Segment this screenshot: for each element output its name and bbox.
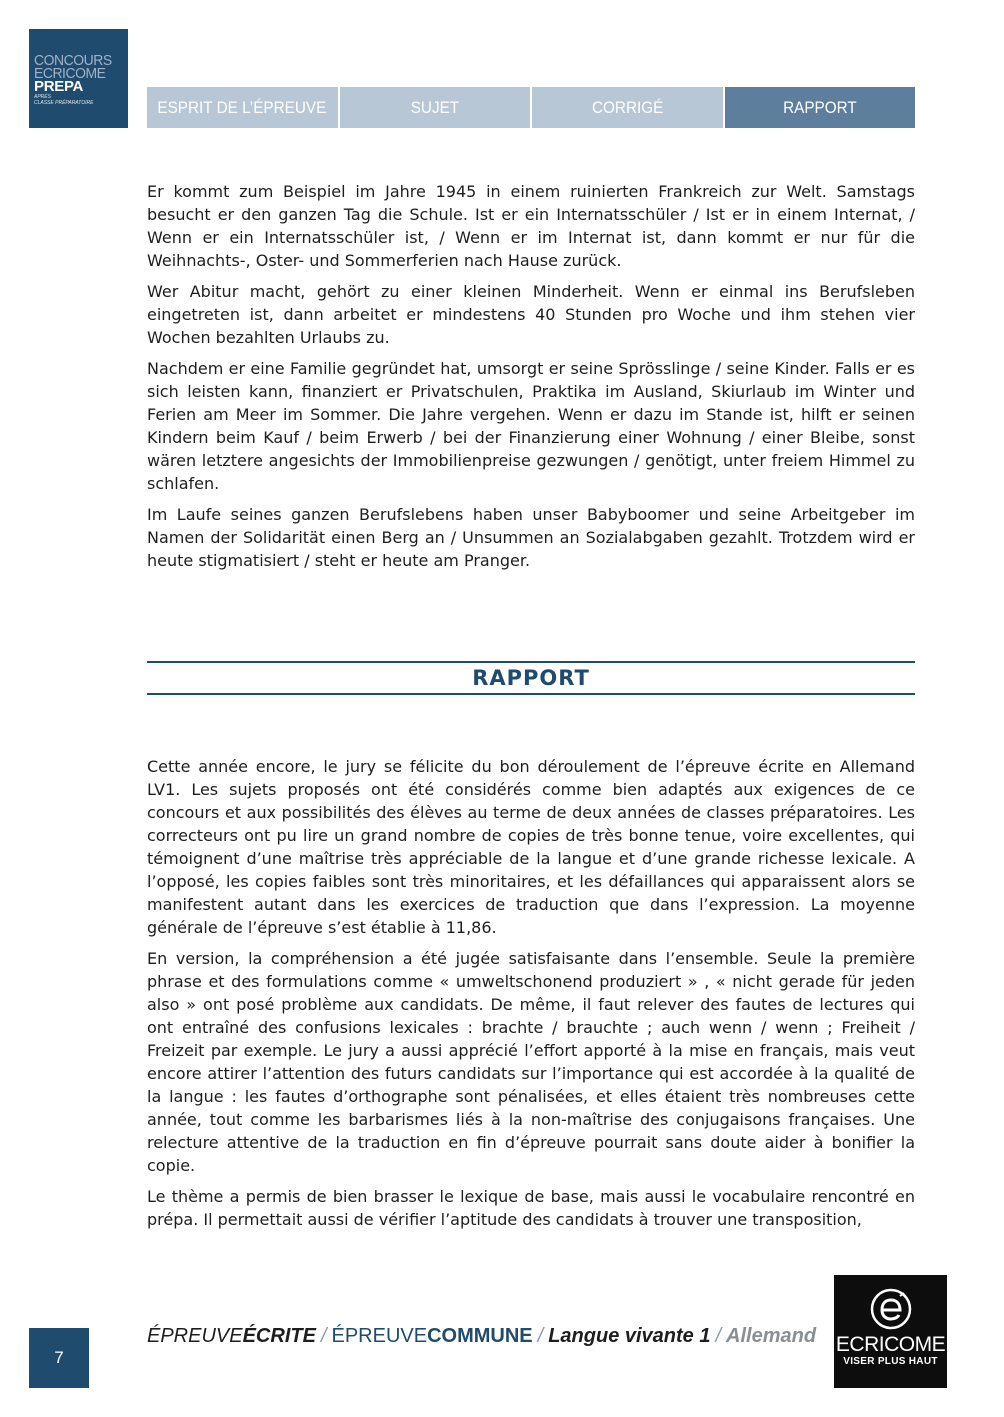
logo-line-prepa: PREPA [34, 78, 84, 95]
tab-label: ESPRIT DE L’ÉPREUVE [157, 97, 327, 117]
ecricome-logo [834, 1275, 947, 1388]
logo-line-apres: APRÈS [34, 94, 51, 100]
paragraph: Cette année encore, le jury se félicite du bon déroulement de l’épreuve écrite en Allemand LV1. Les sujets proposés ont été considérés comme bien adaptés aux exigences de ce concours et aux possibilités des élèves au terme de deux années de classes préparatoires. Les correcteurs ont pu lire un grand nombre de copies de très bonne tenue, voire excellentes, qui témoignent d’une maîtrise très appréciable de la langue et d’une grande richesse lexicale. A l’opposé, les copies faibles sont très minoritaires, et les défaillances qui apparaissent alors se manifestent autant dans les exercices de traduction que dans l’expression. La moyenne générale de l’épreuve s’est établie à 11,86. [147, 757, 915, 937]
footer-separator: / [537, 1325, 544, 1347]
logo-line-ecricome: ECRICOME [34, 65, 106, 82]
report-text [147, 755, 915, 1239]
logo-tagline: VISER PLUS HAUT [843, 1356, 938, 1367]
logo-line-concours: CONCOURS [34, 52, 112, 69]
logo-line-classe: CLASSE PRÉPARATOIRE [34, 100, 94, 106]
section-heading-title: RAPPORT [472, 666, 590, 690]
footer-epreuve: ÉPREUVE [147, 1325, 243, 1347]
footer-commune: COMMUNE [427, 1325, 533, 1347]
ecricome-e-icon [869, 1287, 913, 1331]
footer-epreuve-2: ÉPREUVE [331, 1325, 428, 1347]
tab-esprit-epreuve[interactable] [147, 87, 340, 128]
section-heading [147, 661, 915, 695]
footer-separator: / [320, 1325, 327, 1347]
tab-corrige[interactable] [532, 87, 725, 128]
ecricome-prepa-logo [29, 29, 128, 128]
paragraph: Wer Abitur macht, gehört zu einer kleinen Minderheit. Wenn er einmal ins Berufsleben eingetreten ist, dann arbeitet er mindestens 40 Stunden pro Woche und ihm stehen vier Wochen bezahlten Urlaubs zu. [147, 282, 915, 347]
page-number: 7 [29, 1328, 89, 1388]
paragraph: Er kommt zum Beispiel im Jahre 1945 in einem ruinierten Frankreich zur Welt. Samstags besucht er den ganzen Tag die Schule. Ist er ein Internatsschüler / Ist er in einem Internat, / Wenn er ein Internatsschüler ist, / Wenn er im Internat ist, dann kommt er nur für die Weihnachts-, Oster- und Sommerferien nach Hause zurück. [147, 182, 915, 270]
footer-ecrite: ÉCRITE [242, 1325, 316, 1347]
tab-rapport[interactable] [725, 87, 916, 128]
logo-name: ECRICOME [835, 1333, 946, 1356]
tab-label: SUJET [410, 97, 459, 117]
paragraph: En version, la compréhension a été jugée satisfaisante dans l’ensemble. Seule la première phrase et des formulations comme « umweltschonend produziert » , « nicht gerade für jeden also » ont posé problème aux candidats. De même, il faut relever des fautes de lectures qui ont entraîné des confusions lexicales : brachte / brauchte ; auch wenn / wenn ; Freiheit / Freizeit par exemple. Le jury a aussi apprécié l’effort apporté à la mise en français, mais veut encore attirer l’attention des futurs candidats sur l’importance qui est accordée à la qualité de la langue : les fautes d’orthographe sont pénalisées, et elles étaient très nombreuses cette année, tout comme les barbarismes liés à la non-maîtrise des conjugaisons françaises. Une relecture attentive de la traduction en fin d’épreuve pourrait sans doute aider à bonifier la copie. [147, 949, 915, 1175]
footer-title [147, 1325, 816, 1353]
paragraph: Nachdem er eine Familie gegründet hat, umsorgt er seine Sprösslinge / seine Kinder. Falls er es sich leisten kann, finanziert er Privatschulen, Praktika im Ausland, Skiurlaub im Winter und Ferien am Meer im Sommer. Die Jahre vergehen. Wenn er dazu im Stande ist, hilft er seinen Kindern beim Kauf / beim Erwerb / bei der Finanzierung einer Wohnung / einer Bleibe, sonst wären letztere angesichts der Immobilienpreise gezwungen / genötigt, unter freiem Himmel zu schlafen. [147, 359, 915, 493]
tab-label: RAPPORT [782, 97, 857, 117]
section-tabs [147, 87, 915, 128]
tab-sujet[interactable] [340, 87, 533, 128]
footer-separator: / [715, 1325, 722, 1347]
paragraph: Le thème a permis de bien brasser le lexique de base, mais aussi le vocabulaire rencontré en prépa. Il permettait aussi de vérifier l’aptitude des candidats à trouver une transposition, [147, 1187, 915, 1229]
german-translation-text [147, 180, 915, 580]
tab-label: CORRIGÉ [591, 97, 663, 117]
paragraph: Im Laufe seines ganzen Berufslebens haben unser Babyboomer und seine Arbeitgeber im Namen der Solidarität einen Berg an / Unsummen an Sozialabgaben gezahlt. Trotzdem wird er heute stigmatisiert / steht er heute am Pranger. [147, 505, 915, 570]
footer-allemand: Allemand [726, 1325, 817, 1347]
footer-langue-vivante: Langue vivante 1 [548, 1325, 711, 1347]
